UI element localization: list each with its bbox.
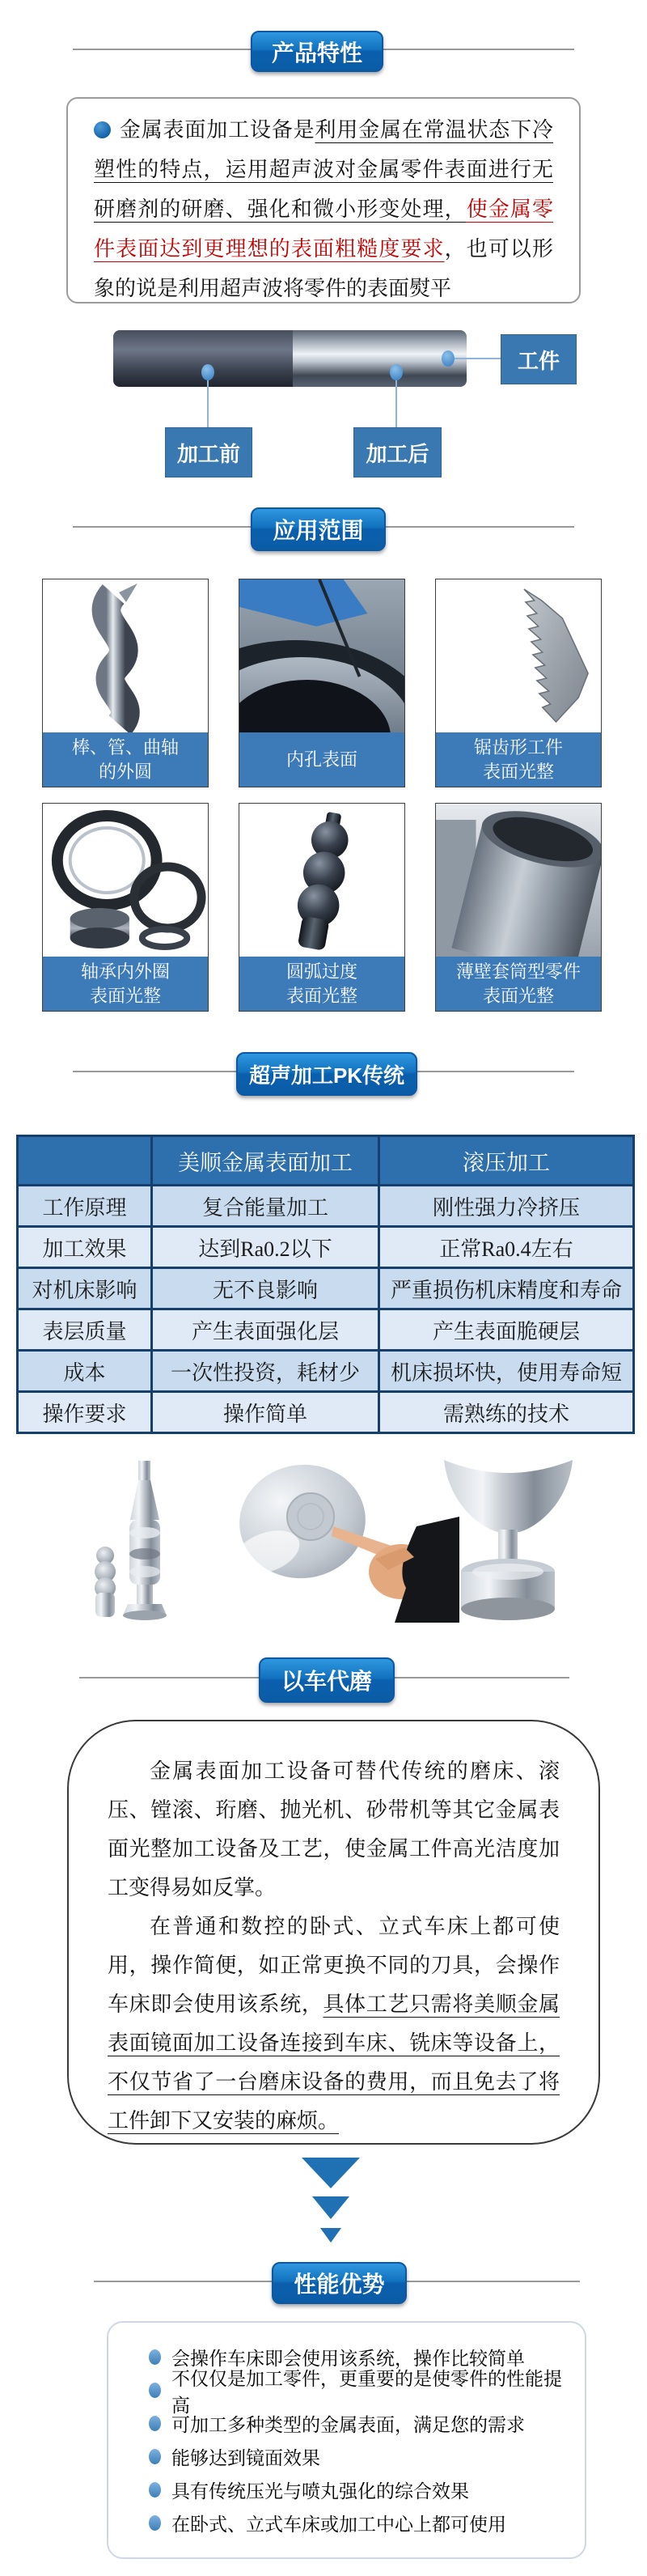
caption-line: 表面光整 [482, 985, 554, 1006]
blue-bullet-icon [149, 2515, 161, 2531]
list-item [149, 2473, 577, 2506]
table-header-row [18, 1136, 634, 1186]
row-label: 加工效果 [18, 1227, 152, 1268]
advantage-text: 能够达到镜面效果 [171, 2448, 320, 2468]
advantage-text: 具有传统压光与喷丸强化的综合效果 [171, 2481, 469, 2502]
badge-label: 产品特性 [271, 40, 362, 66]
cell-meishun: 操作简单 [152, 1392, 379, 1433]
table-row [18, 1186, 634, 1227]
polished-disc-hand-photo [228, 1457, 459, 1623]
row-label: 操作要求 [18, 1392, 152, 1433]
section-badge-advantages [272, 2262, 407, 2304]
cell-rolling: 机床损坏快，使用寿命短 [379, 1351, 634, 1392]
advantage-text: 会操作车床即会使用该系统，操作比较简单 [171, 2349, 525, 2369]
part-label-box [501, 334, 577, 384]
thin-sleeve-icon [436, 804, 601, 957]
down-arrow-icon [302, 2158, 360, 2188]
badge-label: 应用范围 [273, 518, 364, 543]
section-badge-features [251, 31, 383, 72]
part-label: 工件 [517, 349, 560, 373]
application-card [435, 579, 602, 787]
application-caption [436, 732, 601, 787]
before-label-box [165, 427, 252, 477]
application-caption [239, 732, 404, 787]
application-caption [43, 732, 208, 787]
feature-text-underlined: 利用金属在常温状态下冷塑性的特点，运用超声波对金属零件表面进行无研磨剂的研磨、强化和微小形变处理， [94, 118, 553, 221]
row-label: 对机床影响 [18, 1268, 152, 1309]
blue-dot-icon [94, 121, 111, 138]
caption-line: 表面光整 [89, 985, 161, 1006]
cell-rolling: 严重损伤机床精度和寿命 [379, 1268, 634, 1309]
application-card [42, 803, 209, 1012]
down-arrow-icon [312, 2196, 349, 2219]
polished-pins-photo [95, 1461, 167, 1620]
grinding-paragraph-2 [69, 1908, 598, 2141]
cell-meishun: 产生表面强化层 [152, 1309, 379, 1351]
saw-blade-icon [436, 579, 601, 732]
cell-meishun: 无不良影响 [152, 1268, 379, 1309]
features-paragraph [68, 99, 579, 308]
bearing-rings-icon [43, 804, 208, 957]
callout-line [207, 380, 209, 427]
grinding-paragraph-1: 金属表面加工设备可替代传统的磨床、滚压、镗滚、珩磨、抛光机、砂带机等其它金属表面光整加工设备及工艺，使金属工件高光洁度加工变得易如反掌。 [108, 1759, 560, 1899]
advantage-text: 在卧式、立式车床或加工中心上都可使用 [171, 2514, 506, 2535]
list-item [149, 2440, 577, 2473]
cell-rolling: 需熟练的技术 [379, 1392, 634, 1433]
blue-bullet-icon [149, 2482, 161, 2497]
advantage-text: 不仅仅是加工零件，更重要的是使零件的性能提高 [171, 2368, 562, 2416]
callout-dot-part [442, 350, 455, 367]
corner-cell [18, 1136, 152, 1186]
badge-label: 以车代磨 [281, 1669, 372, 1694]
list-item [149, 2506, 577, 2540]
cell-meishun: 达到Ra0.2以下 [152, 1227, 379, 1268]
application-caption [239, 957, 404, 1011]
caption-line: 的外圆 [98, 761, 152, 782]
col-header-meishun: 美顺金属表面加工 [152, 1136, 379, 1186]
cell-meishun: 复合能量加工 [152, 1186, 379, 1227]
blue-bullet-icon [149, 2449, 161, 2464]
application-caption [43, 957, 208, 1011]
after-label-box [353, 427, 442, 477]
workpiece-shaft-image [113, 330, 467, 387]
crankshaft-icon [43, 579, 208, 732]
list-item [149, 2368, 577, 2416]
application-caption [436, 957, 601, 1011]
cell-rolling: 刚性强力冷挤压 [379, 1186, 634, 1227]
blue-bullet-icon [149, 2416, 161, 2431]
grinding-text-box [67, 1720, 600, 2145]
comparison-table [16, 1135, 635, 1434]
caption-line: 表面光整 [285, 985, 357, 1006]
application-card [239, 803, 405, 1012]
badge-label: 超声加工PK传统 [248, 1063, 405, 1088]
table-row [18, 1268, 634, 1309]
application-card [42, 579, 209, 787]
list-item [149, 2407, 577, 2440]
advantages-box [107, 2321, 586, 2559]
table-row [18, 1351, 634, 1392]
cell-meishun: 一次性投资，耗材少 [152, 1351, 379, 1392]
blue-bullet-icon [149, 2349, 161, 2365]
feature-text-plain: 金属表面加工设备是 [119, 118, 315, 142]
after-label: 加工后 [366, 442, 429, 466]
cell-rolling: 产生表面脆硬层 [379, 1309, 634, 1351]
application-card [435, 803, 602, 1012]
feature-text-red: 使金属零件表面达到更理想的表面粗糙度要求 [94, 197, 553, 261]
grinding-text-plain: 在普通和数控的卧式、立式车床上都可使用，操作简便，如正常更换不同的刀具，会操作车床即会使用该系统， [108, 1915, 560, 2016]
application-card [239, 579, 405, 787]
badge-label: 性能优势 [294, 2272, 385, 2297]
callout-line [395, 380, 397, 427]
caption-line: 薄壁套筒型零件 [455, 961, 581, 982]
grinding-text-underlined: 具体工艺只需将美顺金属表面镜面加工设备连接到车床、铣床等设备上，不仅节省了一台磨床设备的费用，而且免去了将工件卸下又安装的麻烦。 [108, 1992, 560, 2133]
section-badge-comparison [236, 1052, 417, 1096]
shaft-polished-half [293, 330, 467, 387]
caption-line: 轴承内外圈 [80, 961, 170, 982]
advantage-text: 可加工多种类型的金属表面，满足您的需求 [171, 2415, 525, 2435]
polished-goblet-photo [444, 1460, 573, 1620]
callout-line [455, 358, 501, 359]
col-header-rolling: 滚压加工 [379, 1136, 634, 1186]
caption-line: 内孔表面 [285, 749, 357, 770]
sample-photos [49, 1449, 615, 1623]
callout-dot-before [201, 364, 214, 380]
before-label: 加工前 [176, 442, 240, 466]
table-row [18, 1392, 634, 1433]
down-arrow-icon [320, 2228, 341, 2243]
caption-line: 圆弧过度 [285, 961, 357, 982]
section-badge-grinding [259, 1657, 395, 1703]
ball-shaft-icon [239, 804, 404, 957]
callout-dot-after [390, 364, 403, 380]
caption-line: 表面光整 [482, 761, 554, 782]
table-row [18, 1309, 634, 1351]
row-label: 成本 [18, 1351, 152, 1392]
features-text-box [66, 97, 581, 303]
row-label: 表层质量 [18, 1309, 152, 1351]
cell-rolling: 正常Ra0.4左右 [379, 1227, 634, 1268]
table-row [18, 1227, 634, 1268]
bore-surface-icon [239, 579, 404, 732]
caption-line: 锯齿形工件 [473, 736, 563, 758]
section-badge-applications [251, 507, 386, 551]
blue-bullet-icon [149, 2383, 161, 2398]
feature-text-tail: ，也可以形象的说是利用超声波将零件的表面熨平 [94, 237, 553, 300]
caption-line: 棒、管、曲轴 [71, 736, 179, 758]
row-label: 工作原理 [18, 1186, 152, 1227]
advantages-list [149, 2340, 577, 2540]
